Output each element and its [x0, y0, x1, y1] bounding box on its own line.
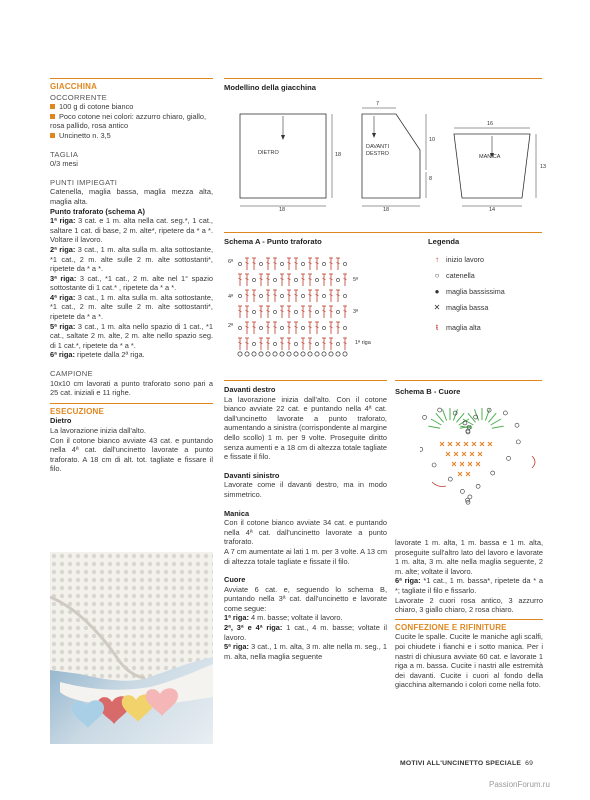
chain-stitch — [280, 326, 283, 329]
punti-text: Catenella, maglia bassa, maglia mezza alta, maglia alta. — [50, 187, 213, 206]
legend-item: ↑ inizio lavoro — [428, 253, 543, 265]
chain-stitch — [252, 342, 255, 345]
legend-item: ✕ maglia bassa — [428, 301, 543, 313]
legend-item: ŧ maglia alta — [428, 321, 543, 333]
chain-stitch — [343, 294, 346, 297]
heart-icon — [72, 700, 104, 728]
traforato-title: Punto traforato (schema A) — [50, 206, 145, 216]
dim-manica-w: 14 — [489, 207, 496, 213]
dim-dietro-w: 18 — [279, 207, 286, 213]
chain-stitch — [315, 278, 318, 281]
chain-stitch — [238, 294, 241, 297]
dim-davanti-w: 18 — [383, 207, 390, 213]
cuore-text: Avviate 6 cat. e, seguendo lo schema B, puntando nella 3ª cat. dall'uncinetto e lavorate come segue: — [224, 584, 387, 613]
left-column — [50, 82, 213, 474]
row-label-2: 2ª — [228, 323, 234, 329]
davanti-sinistro-title: Davanti sinistro — [224, 470, 280, 480]
list-item: Uncinetto n. 3,5 — [50, 131, 213, 141]
section-title-esecuzione: ESECUZIONE — [50, 406, 105, 416]
cuore-title: Cuore — [224, 575, 246, 585]
page-number: 69 — [525, 760, 534, 767]
chain-stitch — [259, 352, 263, 356]
jacket-photo-illustration — [50, 552, 213, 744]
davanti-destro-text: La lavorazione inizia dall'alto. Con il cotone bianco avviate 22 cat. e puntando nella 4ª cat. dall'uncinetto lavorate a punto traforato, aumentando a sinistra (corrispondente al margine dello scollo) 1 m. per 9 volte. Proseguite diritto senza aumenti e a 18 cm di altezza totale tagliate e fissate il filo. — [224, 394, 387, 462]
chain-stitch — [294, 352, 298, 356]
chain-stitch — [432, 463, 436, 467]
row-label-1: 1ª riga — [355, 340, 371, 346]
list-item: 100 g di cotone bianco — [50, 102, 213, 112]
list-item: Poco cotone nei colori: azzurro chiaro, giallo, rosa pallido, rosa antico — [50, 111, 207, 131]
dot-icon: ● — [434, 286, 440, 296]
chain-stitch — [238, 262, 241, 265]
dim-davanti-r1: 10 — [429, 137, 436, 143]
row-label-5: 5ª — [353, 277, 359, 283]
divider — [224, 380, 387, 381]
chain-stitch — [507, 456, 511, 460]
chain-stitch — [252, 278, 255, 281]
chain-stitch — [322, 294, 325, 297]
row-instruction: 1ª riga: 4 m. basse; voltate il lavoro. — [224, 613, 343, 623]
stitch-icon: ŧ — [435, 322, 439, 332]
chain-stitch — [491, 471, 495, 475]
dim-manica-top: 16 — [487, 121, 494, 127]
single-crochet-stitch — [440, 442, 444, 446]
watermark: PassionForum.ru — [489, 780, 550, 789]
chain-stitch — [280, 262, 283, 265]
chain-stitch — [259, 294, 262, 297]
double-crochet-stitch — [431, 419, 441, 425]
campione-label: CAMPIONE — [50, 369, 93, 379]
single-crochet-stitch — [476, 462, 480, 466]
bullet-icon — [50, 104, 55, 109]
schema-a-chart — [236, 252, 359, 362]
chain-stitch — [420, 447, 423, 451]
row-instruction: 5ª riga: 3 cat., 1 m. alta nello spazio di 1 cat., *1 cat., saltate 2 m. alte, 2 m. alte nello spazio seg. di 1 cat.*, ripetete da * a *. — [50, 321, 214, 350]
taglia-value: 0/3 mesi — [50, 159, 78, 169]
chain-stitch — [259, 262, 262, 265]
double-crochet-stitch — [456, 413, 464, 422]
chain-stitch — [252, 310, 255, 313]
davanti-label: DAVANTI DESTRO — [366, 144, 390, 157]
chain-stitch — [287, 352, 291, 356]
chain-stitch — [322, 352, 326, 356]
magazine-name: MOTIVI ALL'UNCINETTO SPECIALE — [400, 760, 522, 767]
dietro-text-2: Con il cotone bianco avviate 43 cat. e puntando nella 4ª cat. dall'uncinetto lavorate a punto traforato. A 18 cm di alt. tot. tagliate e fissare il filo. — [50, 435, 213, 474]
chain-stitch — [322, 326, 325, 329]
chain-stitch — [245, 352, 249, 356]
single-crochet-stitch — [464, 442, 468, 446]
chain-stitch — [238, 326, 241, 329]
chain-stitch — [273, 310, 276, 313]
campione-text: 10x10 cm lavorati a punto traforato sono pari a 25 cat. iniziali e 11 righe. — [50, 378, 213, 398]
occorrente-list — [50, 102, 213, 140]
double-crochet-stitch — [436, 413, 444, 422]
chain-stitch — [343, 352, 347, 356]
chain-stitch — [315, 342, 318, 345]
double-crochet-stitch — [468, 413, 476, 422]
double-crochet-stitch — [492, 426, 504, 428]
traforato-rows — [50, 216, 213, 360]
divider — [395, 615, 543, 620]
dietro-label: DIETRO — [258, 150, 279, 156]
chain-stitch — [252, 352, 256, 356]
section-title-giacchina: GIACCHINA — [50, 82, 98, 91]
cont-text: lavorate 1 m. alta, 1 m. bassa e 1 m. alta, proseguite sull'altro lato del lavoro e lavorate 1 m. alta, 3 m. alte nella maglia seguente, 2 m. alte; voltate il lavoro. — [395, 538, 543, 576]
arrow-icon — [432, 482, 446, 487]
chain-stitch — [322, 262, 325, 265]
product-photo — [50, 552, 213, 744]
chain-stitch — [280, 294, 283, 297]
chain-stitch — [301, 262, 304, 265]
manica-text-2: A 7 cm aumentate ai lati 1 m. per 3 volte. A 13 cm di altezza totale tagliate e fissate il filo. — [224, 546, 387, 566]
chain-stitch — [336, 342, 339, 345]
row6-after: Lavorate 2 cuori rosa antico, 3 azzurro chiaro, 3 giallo chiaro, 2 rosa chiaro. — [395, 595, 543, 615]
dietro-text-1: La lavorazione inizia dall'alto. — [50, 426, 146, 435]
double-crochet-stitch — [442, 409, 446, 420]
page-footer — [400, 760, 533, 767]
row-instruction: 4ª riga: 3 cat., 1 m. alta sulla m. alta sottostante, *1 cat., 2 m. alte sulle 2 m. alte sottostanti*, ripetete da * a *. — [50, 292, 213, 322]
bullet-icon — [50, 114, 55, 119]
middle-column — [224, 385, 387, 661]
circle-icon: ○ — [434, 270, 440, 280]
single-crochet-stitch — [460, 462, 464, 466]
chain-stitch — [259, 326, 262, 329]
chain-stitch — [343, 326, 346, 329]
right-column — [395, 538, 543, 690]
bullet-icon — [50, 133, 55, 138]
single-crochet-stitch — [470, 452, 474, 456]
single-crochet-stitch — [468, 462, 472, 466]
cross-icon: ✕ — [433, 302, 441, 312]
divider — [50, 398, 213, 404]
row-instruction: 2ª, 3ª e 4ª riga: 1 cat., 4 m. basse; voltate il lavoro. — [224, 623, 387, 642]
single-crochet-stitch — [446, 452, 450, 456]
chain-stitch — [238, 352, 242, 356]
confezione-text: Cucite le spalle. Cucite le maniche agli scalfi, poi chiudete i fianchi e i sotto manica. Per i nastri di chiusura avviate 60 cat. e lavorate 1 riga a m. bassa. Cucite i nastri alle estremità dei davanti. Cucite i cuori al fondo della giacchina alternando i colori come nella foto. — [395, 632, 543, 690]
divider — [224, 78, 542, 79]
chain-stitch — [301, 294, 304, 297]
chain-stitch — [423, 415, 427, 419]
legend-item: ○ catenella — [428, 269, 543, 281]
single-crochet-stitch — [472, 442, 476, 446]
manica-shape — [454, 128, 536, 206]
single-crochet-stitch — [458, 472, 462, 476]
row-instruction: 6ª riga: ripetete dalla 2ª riga. — [50, 350, 145, 360]
chain-stitch — [476, 484, 480, 488]
single-crochet-stitch — [452, 462, 456, 466]
chain-stitch — [273, 342, 276, 345]
legenda-title: Legenda — [428, 237, 460, 246]
manica-label: MANICA — [479, 154, 501, 160]
davanti-destro-title: Davanti destro — [224, 385, 276, 394]
row-label-3: 3ª — [353, 309, 359, 315]
chain-stitch — [329, 352, 333, 356]
dietro-title: Dietro — [50, 416, 72, 426]
row-label-4: 4ª — [228, 294, 234, 300]
davanti-sinistro-text: Lavorate come il davanti destro, ma in modo simmetrico. — [224, 480, 387, 499]
section-title-confezione: CONFEZIONE E RIFINITURE — [395, 622, 507, 632]
chain-stitch — [273, 352, 277, 356]
chain-stitch — [315, 352, 319, 356]
occorrente-label: OCCORRENTE — [50, 92, 108, 102]
single-crochet-stitch — [488, 442, 492, 446]
single-crochet-stitch — [478, 452, 482, 456]
schema-b-heart-chart — [420, 400, 555, 520]
chain-stitch — [516, 440, 520, 444]
chain-stitch — [301, 352, 305, 356]
dim-manica-h: 13 — [540, 164, 547, 170]
row-instruction: 6ª riga: *1 cat., 1 m. bassa*, ripetete da * a *; tagliate il filo e fissarlo. — [395, 576, 543, 595]
chain-stitch — [343, 262, 346, 265]
chain-stitch — [336, 310, 339, 313]
dim-dietro-h: 18 — [335, 152, 342, 158]
divider — [395, 380, 542, 381]
chain-stitch — [294, 342, 297, 345]
single-crochet-stitch — [454, 452, 458, 456]
chain-stitch — [308, 352, 312, 356]
chain-stitch — [336, 352, 340, 356]
chain-stitch — [438, 408, 442, 412]
chain-stitch — [273, 278, 276, 281]
row-instruction: 1ª riga: 3 cat. e 1 m. alta nella cat. seg.*, 1 cat., saltare 1 cat. di base, 2 m. alte*, ripetere da * a *. Voltare il lavoro. — [50, 216, 213, 245]
chain-stitch — [336, 278, 339, 281]
chain-stitch — [280, 352, 284, 356]
divider — [50, 78, 213, 79]
manica-text-1: Con il cotone bianco avviate 34 cat. e puntando nella 4ª cat. dall'uncinetto lavorate a punto traforato. — [224, 518, 387, 547]
single-crochet-stitch — [462, 452, 466, 456]
legend-item: ● maglia bassissima — [428, 285, 543, 297]
chain-stitch — [503, 411, 507, 415]
dim-davanti-top: 7 — [376, 101, 380, 107]
taglia-label: TAGLIA — [50, 149, 79, 159]
single-crochet-stitch — [448, 442, 452, 446]
row-label-6: 6ª — [228, 259, 234, 265]
chain-stitch — [294, 278, 297, 281]
row-instruction: 2ª riga: 3 cat., 1 m. alta sulla m. alta sottostante, *1 cat., 2 m. alte sulle 2 m. alte sottostanti*, ripetete da * a *. — [50, 244, 213, 274]
heart-icon — [146, 688, 178, 716]
chain-stitch — [266, 352, 270, 356]
double-crochet-stitch — [488, 413, 496, 422]
chain-stitch — [515, 423, 519, 427]
single-crochet-stitch — [456, 442, 460, 446]
dim-davanti-r2: 8 — [429, 176, 433, 182]
chain-stitch — [448, 477, 452, 481]
single-crochet-stitch — [480, 442, 484, 446]
double-crochet-stitch — [491, 419, 501, 425]
punti-label: PUNTI IMPIEGATI — [50, 177, 118, 187]
double-crochet-stitch — [428, 426, 440, 428]
chain-stitch — [460, 489, 464, 493]
schema-a-title: Schema A - Punto traforato — [224, 237, 322, 246]
dietro-shape — [240, 114, 332, 206]
manica-title: Manica — [224, 508, 250, 518]
chain-stitch — [301, 326, 304, 329]
chain-stitch — [294, 310, 297, 313]
legenda-list — [428, 253, 543, 333]
row-instruction: 3ª riga: 3 cat., *1 cat., 2 m. alte nel 1° spazio sottostante di 1 cat.* , ripetete da * a *. — [50, 273, 213, 293]
arrow-icon — [532, 456, 535, 468]
single-crochet-stitch — [466, 472, 470, 476]
divider — [224, 232, 542, 233]
chain-stitch — [315, 310, 318, 313]
schema-b-title: Schema B - Cuore — [395, 387, 461, 396]
arrow-icon: ↑ — [435, 254, 439, 264]
row-instruction: 5ª riga: 3 cat., 1 m. alta, 3 m. alte nella m. seg., 1 m. alta, nella maglia seguente — [224, 642, 387, 661]
modellino-title: Modellino della giacchina — [224, 83, 316, 92]
